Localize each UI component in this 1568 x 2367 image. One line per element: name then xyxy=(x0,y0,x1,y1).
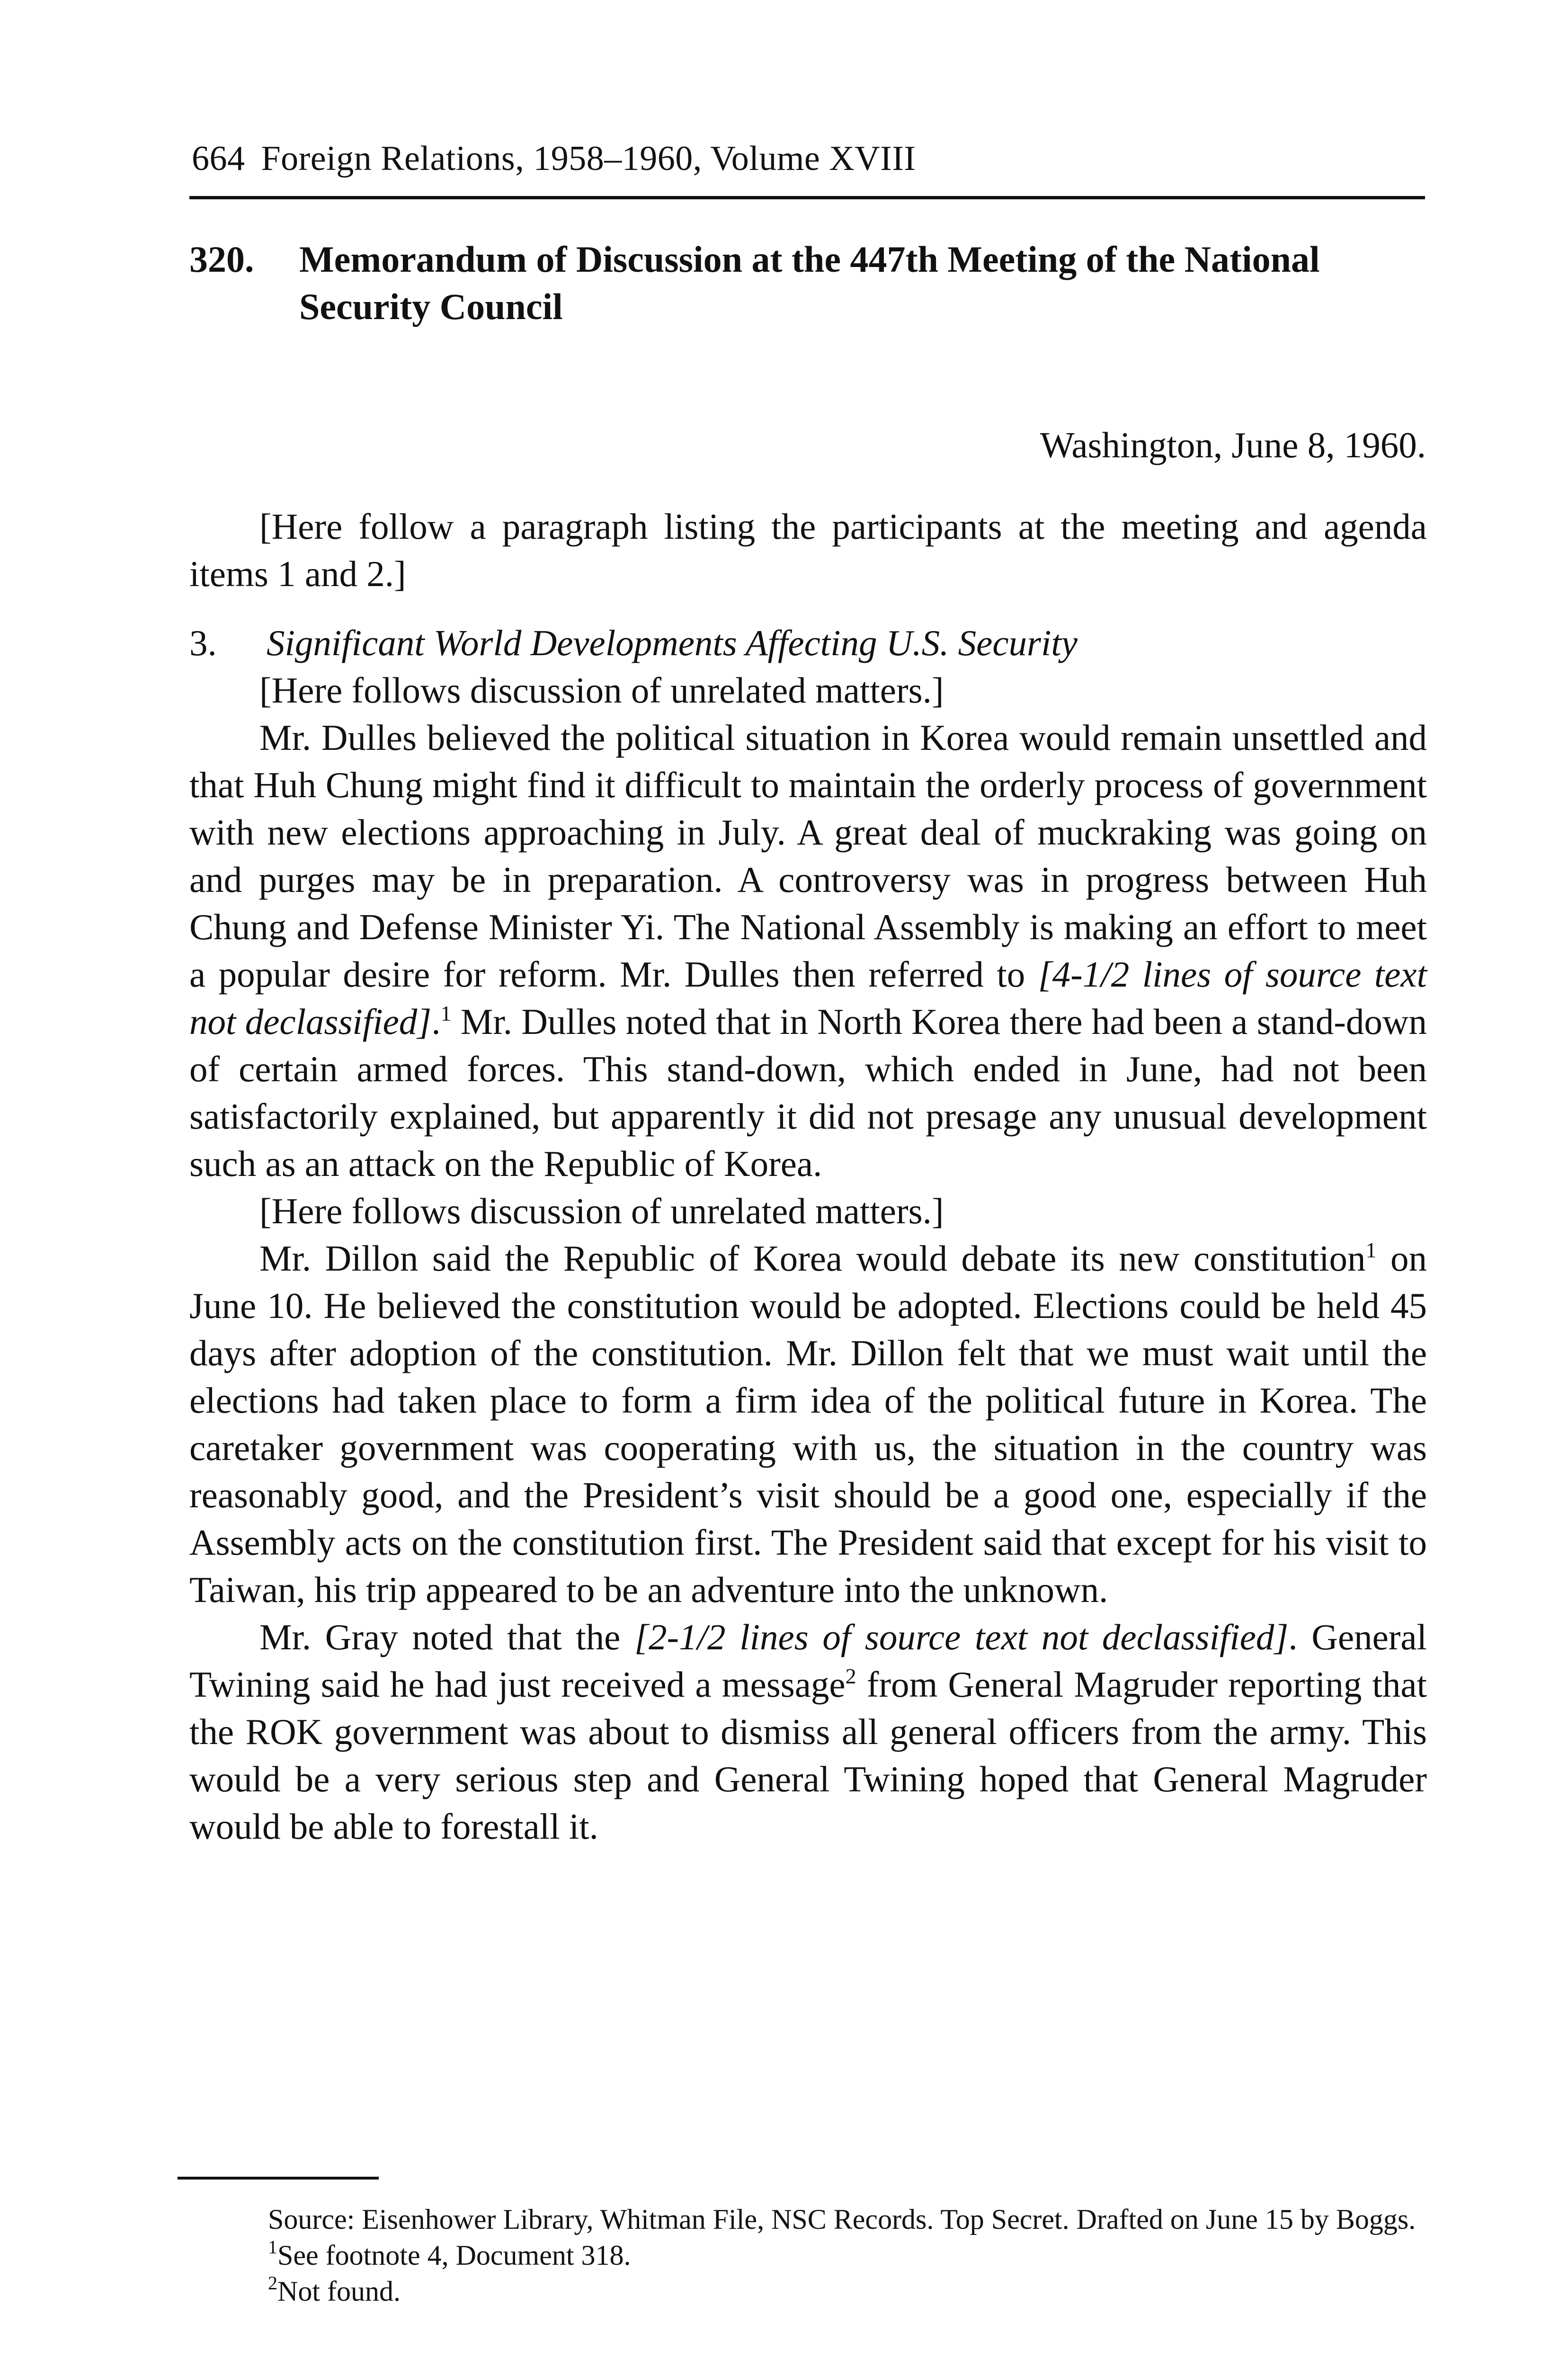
paragraph-gray: Mr. Gray noted that the [2-1/2 lines of source text not declassified]. General Twining said he had just received a message$^2$ from General Magruder reporting that the ROK government was about to dismiss all general officers from the army. This would be a very serious step and General Twining hoped that General Magruder would be able to forestall it. xyxy=(189,1617,1427,1847)
not-declassified-note: [2-1/2 lines of source text not declassified] xyxy=(634,1617,1289,1657)
footnote-ref-1[interactable]: 1 xyxy=(440,1001,452,1025)
footnote-ref-1[interactable]: 1 xyxy=(1365,1238,1377,1262)
agenda-item-heading xyxy=(189,619,1427,667)
document-number: 320. xyxy=(189,239,254,280)
header-rule xyxy=(189,196,1425,199)
paragraph-dulles: Mr. Dulles believed the political situation in Korea would remain unsettled and that Huh Chung might find it difficult to maintain the orderly process of government with new elections approaching in July. A great deal of muckraking was going on and purges may be in preparation. A controversy was in progress between Huh Chung and Defense Minister Yi. The National Assembly is making an effort to meet a popular desire for reform. Mr. Dulles then referred to [4-1/2 lines of source text not declassified].$^1$ Mr. Dulles noted that in North Korea there had been a stand-down of certain armed forces. This stand-down, which ended in June, had not been satisfactorily explained, but apparently it did not presage any unusual development such as an attack on the Republic of Korea. xyxy=(189,717,1427,1184)
page-number: 664 xyxy=(192,139,245,178)
editorial-note-participants: [Here follow a paragraph listing the participants at the meeting and agenda items 1 and 2.] xyxy=(189,506,1427,594)
not-declassified-note: [4-1/2 lines of source text not declassified] xyxy=(189,954,1427,1042)
editorial-note-unrelated-1: [Here follows discussion of unrelated matters.] xyxy=(259,670,944,711)
agenda-item-number: 3. xyxy=(189,623,217,663)
editorial-note-unrelated-2: [Here follows discussion of unrelated matters.] xyxy=(259,1191,944,1231)
footnote-ref-2[interactable]: 2 xyxy=(845,1664,856,1688)
footnote-2: $^2$Not found. xyxy=(268,2272,401,2307)
dateline: Washington, June 8, 1960. xyxy=(1040,425,1426,465)
footnote-mark-2: 2 xyxy=(268,2272,277,2294)
agenda-item-title: Significant World Developments Affecting U.S. Security xyxy=(267,623,1078,663)
footnote-1: $^1$See footnote 4, Document 318. xyxy=(268,2236,631,2271)
running-head xyxy=(192,137,916,180)
series-title: Foreign Relations, 1958–1960, Volume XVIII xyxy=(261,139,916,178)
footnote-rule xyxy=(178,2177,379,2180)
source-note: Source: Eisenhower Library, Whitman File, NSC Records. Top Secret. Drafted on June 15 by Boggs. xyxy=(268,2204,1416,2235)
footnote-mark-1: 1 xyxy=(268,2236,277,2258)
paragraph-dillon: Mr. Dillon said the Republic of Korea would debate its new constitution$^1$ on June 10. He believed the constitution would be adopted. Elections could be held 45 days after adoption of the constitution. Mr. Dillon felt that we must wait until the elections had taken place to form a firm idea of the political future in Korea. The caretaker government was cooperating with us, the situation in the country was reasonably good, and the President’s visit should be a good one, especially if the Assembly acts on the constitution first. The President said that except for his visit to Taiwan, his trip appeared to be an adventure into the unknown. xyxy=(189,1238,1427,1610)
footnotes xyxy=(169,2201,1429,2309)
document-body xyxy=(189,503,1427,1850)
document-title: Memorandum of Discussion at the 447th Meeting of the National Security Council xyxy=(299,239,1320,327)
